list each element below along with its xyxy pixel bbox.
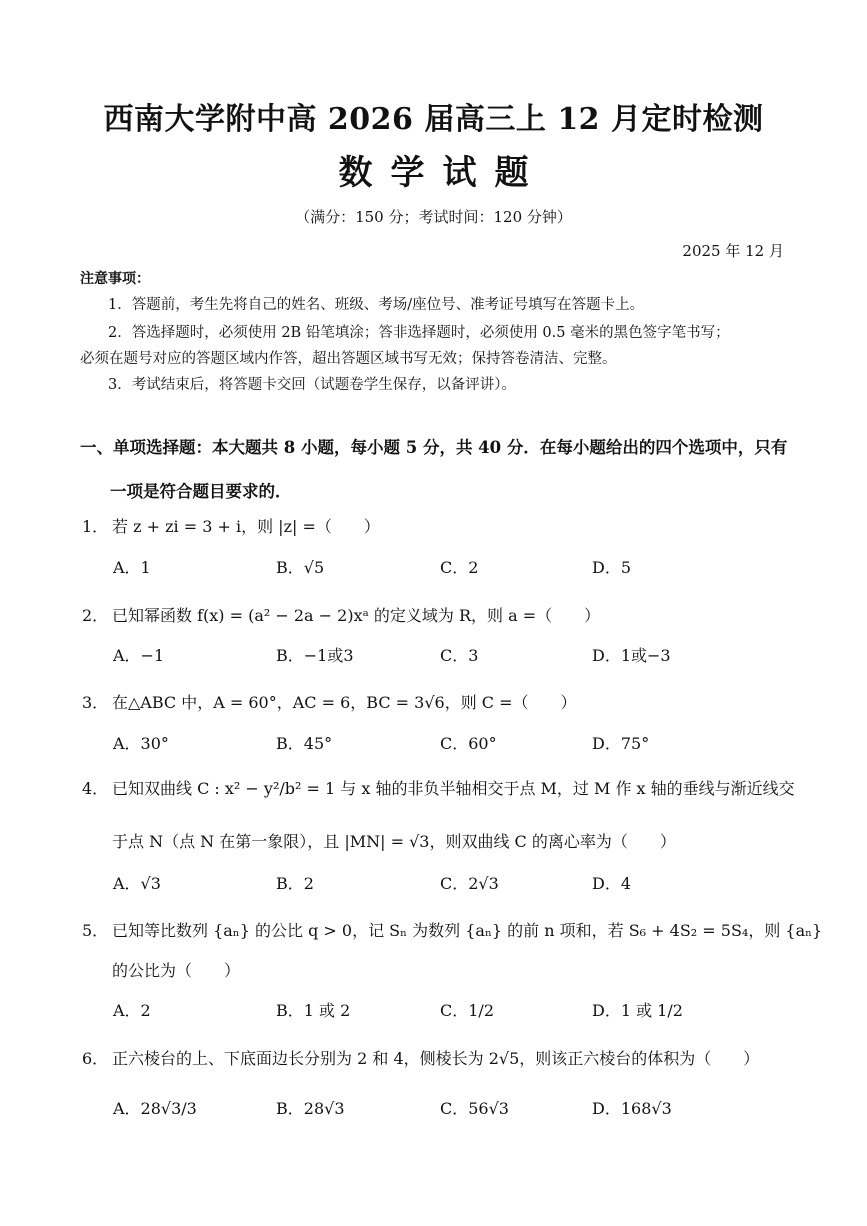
section-heading: 一、单项选择题：本大题共 8 小题，每小题 5 分，共 40 分．在每小题给出的四个选项中，只有 (80, 438, 788, 457)
notes-title: 注意事项： (80, 271, 150, 287)
question-5-cont: 的公比为（ ） (112, 961, 241, 980)
option-a: A．2 (113, 1001, 151, 1020)
option-b: B．28√3 (276, 1099, 345, 1118)
question-1 (82, 514, 380, 537)
option-a: A．1 (113, 558, 151, 577)
option-d: D．1或−3 (592, 646, 671, 665)
section-heading-cont: 一项是符合题目要求的． (110, 482, 292, 501)
option-a: A．28√3/3 (113, 1099, 197, 1118)
question-stem: 已知双曲线 C : x² − y²/b² = 1 与 x 轴的非负半轴相交于点 M，过 M 作 x 轴的垂线与渐近线交 (112, 779, 795, 798)
question-stem: 在△ABC 中，A = 60°，AC = 6，BC = 3√6，则 C =（ ） (112, 693, 577, 712)
question-number: 1． (82, 517, 109, 536)
question-3 (82, 690, 577, 713)
option-a: A．−1 (113, 646, 165, 665)
option-a: A．30° (113, 734, 169, 753)
score-time-line: （满分：150 分；考试时间：120 分钟） (295, 208, 572, 226)
option-c: C．2√3 (440, 874, 499, 893)
option-d: D．75° (592, 734, 650, 753)
question-number: 4． (82, 779, 109, 798)
note-item: 2．答选择题时，必须使用 2B 铅笔填涂；答非选择题时，必须使用 0.5 毫米的黑色签字笔书写； (108, 325, 730, 341)
option-c: C．1/2 (440, 1001, 494, 1020)
question-stem: 已知等比数列 {aₙ} 的公比 q > 0，记 Sₙ 为数列 {aₙ} 的前 n 项和，若 S₆ + 4S₂ = 5S₄，则 {aₙ} (112, 921, 823, 940)
option-c: C．56√3 (440, 1099, 509, 1118)
question-5 (82, 918, 822, 941)
option-d: D．5 (592, 558, 632, 577)
note-item: 3．考试结束后，将答题卡交回（试题卷学生保存，以备评讲）。 (108, 377, 516, 393)
question-4-cont: 于点 N（点 N 在第一象限），且 |MN| = √3，则双曲线 C 的离心率为（ ） (112, 832, 676, 851)
note-item: 必须在题号对应的答题区域内作答，超出答题区域书写无效；保持答卷清洁、完整。 (80, 351, 617, 367)
option-b: B．√5 (276, 558, 325, 577)
exam-date: 2025 年 12 月 (682, 242, 784, 260)
option-c: C．3 (440, 646, 479, 665)
option-c: C．60° (440, 734, 497, 753)
exam-title: 西南大学附中高 2026 届高三上 12 月定时检测 (103, 102, 764, 137)
question-stem: 若 z + zi = 3 + i，则 |z| =（ ） (112, 517, 380, 536)
question-stem: 已知幂函数 f(x) = (a² − 2a − 2)xᵃ 的定义域为 R，则 a =（ ） (112, 606, 601, 625)
option-b: B．2 (276, 874, 314, 893)
option-d: D．4 (592, 874, 632, 893)
question-number: 5． (82, 921, 109, 940)
option-d: D．1 或 1/2 (592, 1001, 683, 1020)
option-b: B．1 或 2 (276, 1001, 351, 1020)
option-a: A．√3 (113, 874, 161, 893)
question-number: 2． (82, 606, 109, 625)
question-6 (82, 1046, 759, 1069)
question-4 (82, 776, 795, 799)
option-b: B．−1或3 (276, 646, 354, 665)
question-stem: 正六棱台的上、下底面边长分别为 2 和 4，侧棱长为 2√5，则该正六棱台的体积为（ ） (112, 1049, 760, 1068)
question-2 (82, 603, 600, 626)
option-c: C．2 (440, 558, 479, 577)
question-number: 3． (82, 693, 109, 712)
note-item: 1．答题前，考生先将自己的姓名、班级、考场/座位号、准考证号填写在答题卡上。 (108, 297, 645, 313)
option-d: D．168√3 (592, 1099, 672, 1118)
subject-title: 数学试题 (338, 153, 547, 193)
question-number: 6． (82, 1049, 109, 1068)
option-b: B．45° (276, 734, 333, 753)
